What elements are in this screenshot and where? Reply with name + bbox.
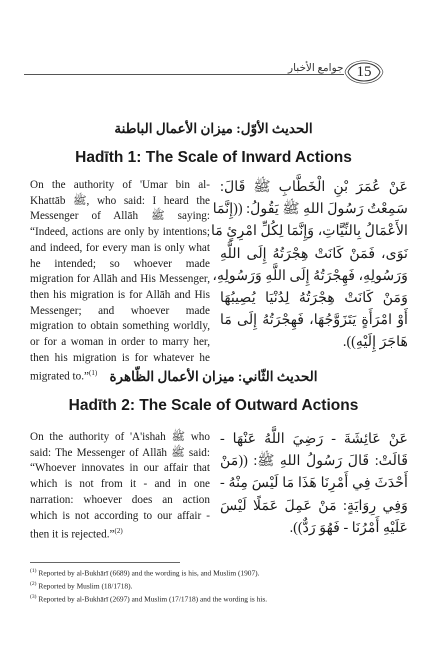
footnote-marker: (1) [30, 568, 37, 574]
footnote-rule [30, 562, 180, 563]
footnote-ref: (2) [114, 527, 123, 536]
footnote-item [30, 592, 410, 605]
hadith1-english-text [30, 178, 210, 386]
arabic-line: قَالَتْ: قَالَ رَسُولُ اللهِ ﷺ: ((مَنْ [220, 453, 408, 470]
hadith2-english-text [30, 430, 210, 544]
header-rule [24, 74, 344, 75]
page-header [0, 0, 427, 100]
arabic-line: سَمِعْتُ رَسُولَ اللهِ ﷺ يَقُولُ: ((إِنَّمَا [212, 201, 408, 218]
footnote-text: Reported by al-Bukhārī (6689) and the wording is his, and Muslim (1907). [38, 568, 260, 578]
hadith2-arabic-text [220, 428, 408, 539]
hadith1-arabic-heading: الحديث الأوّل: ميزان الأعمال الباطنة [114, 121, 313, 136]
hadith1-arabic-text [210, 176, 408, 354]
arabic-line: وَرَسُولِهِ، فَهِجْرَتُهُ إِلَى اللَّهِ وَرَسُولِهِ، [212, 267, 408, 284]
arabic-line: عَنْ عُمَرَ بْنِ الْخَطَّابِ ﷺ قَالَ: [220, 179, 408, 195]
arabic-line: أَوْ امْرَأَةٍ يَتَزَوَّجُهَا، فَهِجْرَتُهُ إِلَى مَا [220, 312, 408, 329]
arabic-line: أَحْدَثَ فِي أَمْرِنَا هَذَا مَا لَيْسَ مِنْهُ - [220, 475, 408, 492]
arabic-line: عَنْ عَائِشَةَ - رَضِيَ اللَّهُ عَنْهَا - [220, 431, 408, 447]
footnote-ref: (1) [89, 369, 98, 378]
footnote-text: Reported by Muslim (18/1718). [38, 581, 133, 591]
arabic-line: الأَعْمَالُ بِالنِّيَّاتِ، وَإِنَّمَا لِكُلِّ امْرِئٍ مَا [210, 223, 408, 240]
page-number-ornament [344, 56, 384, 88]
footnote-item [30, 566, 410, 579]
footnote-item [30, 579, 410, 592]
footnote-marker: (3) [30, 593, 37, 600]
footnote-marker: (2) [30, 580, 37, 587]
arabic-line: وَفِي رِوَايَةٍ: مَنْ عَمِلَ عَمَلًا لَيْسَ [220, 497, 408, 514]
page-number: 15 [356, 64, 372, 80]
hadith1-english-heading: Hadīth 1: The Scale of Inward Actions [75, 149, 352, 166]
hadith2-english-body: On the authority of 'A'ishah ﷺ who said: The Messenger of Allāh ﷺ said: “Whoever innovates in our affair that which is not from it - and in one narration: whoever does an action which is not according to our affair - then it is rejected.” [30, 431, 210, 541]
arabic-line: نَوَى، فَمَنْ كَانَتْ هِجْرَتُهُ إِلَى اللَّهِ [220, 245, 408, 262]
hadith2-english-heading: Hadīth 2: The Scale of Outward Actions [68, 397, 359, 414]
footnote-text: Reported by al-Bukhārī (2697) and Muslim (17/1718) and the wording is his. [38, 594, 268, 604]
hadith2-arabic-heading: الحديث الثّاني: ميزان الأعمال الظّاهرة [109, 369, 318, 384]
arabic-line: عَلَيْهِ أَمْرُنَا - فَهُوَ رَدٌّ)). [289, 519, 408, 536]
footnotes [30, 566, 410, 605]
hadith1-english-body: On the authority of 'Umar bin al-Khattāb ﷺ, who said: I heard the Messenger of Allāh ﷺ saying: “Indeed, actions are only by intentions; and indeed, for every man is only what he intended; so whoever made migration for Allāh and His Messenger, then his migration is for Allāh and His Messenger; and whoever made migration to obtain something worldly, or for a woman in order to marry her, then his migration is for whatever he migrated to.” [30, 179, 210, 384]
arabic-line: وَمَنْ كَانَتْ هِجْرَتُهُ لِدُنْيَا يُصِيبُهَا [220, 290, 408, 307]
arabic-line: هَاجَرَ إِلَيْهِ)). [342, 334, 408, 351]
book-title: جوامع الأخبار [285, 62, 347, 74]
